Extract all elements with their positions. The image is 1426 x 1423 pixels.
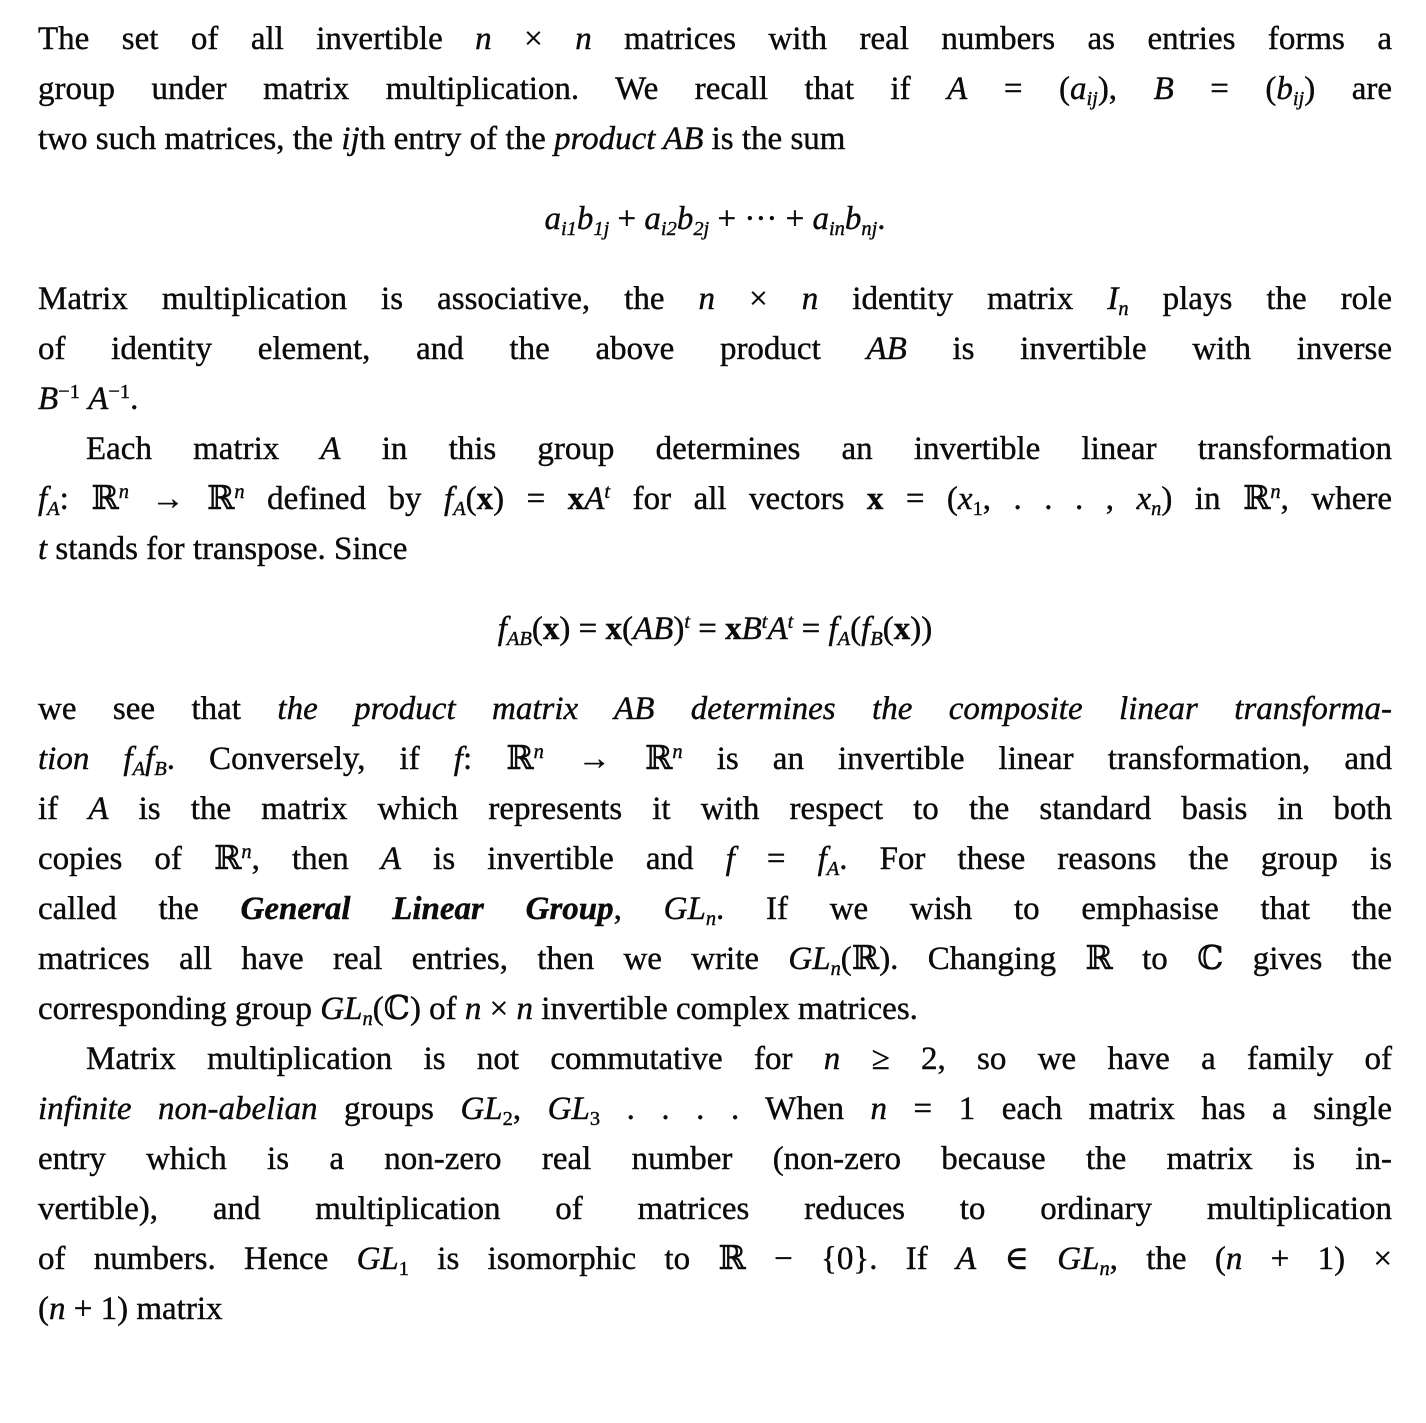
text-segment: = 1 each matrix has a single <box>887 1091 1392 1127</box>
text-segment: ( <box>465 481 477 517</box>
text-segment: tion <box>38 741 124 777</box>
text-segment: a <box>544 201 561 237</box>
text-segment: , then <box>251 841 381 877</box>
text-segment: f <box>828 611 838 647</box>
text-segment: ) in ℝ <box>1161 481 1271 517</box>
text-segment: ( <box>531 611 543 647</box>
text-segment: invertible complex matrices. <box>533 991 918 1027</box>
text-segment: A <box>453 498 466 521</box>
display-equation <box>38 604 1392 654</box>
text-segment: + ··· + <box>709 201 813 237</box>
text-segment: ) = <box>559 611 606 647</box>
text-line <box>38 114 1392 164</box>
text-segment: 2 <box>502 1108 513 1131</box>
text-segment: is the matrix which represents it with respect to the standard basis in both <box>108 791 1392 827</box>
text-segment: = <box>734 841 818 877</box>
text-segment: is invertible and <box>401 841 726 877</box>
text-segment: + 1) matrix <box>65 1291 223 1327</box>
text-segment: AB <box>632 611 674 647</box>
text-segment: b <box>844 201 862 237</box>
text-segment: : ℝ <box>462 741 534 777</box>
text-line <box>38 684 1392 734</box>
text-segment: I <box>1107 281 1119 317</box>
text-line <box>38 524 1392 574</box>
text-segment: n <box>698 281 716 317</box>
text-line <box>38 1034 1392 1084</box>
text-segment: n <box>1270 480 1281 503</box>
text-segment: is an invertible linear transformation, and <box>682 741 1392 777</box>
text-segment: t <box>787 610 794 633</box>
text-segment: n <box>1118 298 1129 321</box>
text-segment: (ℂ) of <box>372 991 465 1027</box>
text-segment: stands for transpose. Since <box>47 531 408 567</box>
text-segment: −1 <box>58 380 80 403</box>
text-line <box>38 884 1392 934</box>
text-segment: th entry of the <box>359 121 554 157</box>
text-segment: n <box>705 908 717 931</box>
text-segment: x <box>605 611 622 647</box>
text-segment: ) <box>673 611 685 647</box>
text-segment: , . . . , <box>982 481 1137 517</box>
text-segment: n <box>464 991 482 1027</box>
text-segment: n <box>801 281 819 317</box>
text-segment: x <box>957 481 973 517</box>
text-segment: group under matrix multiplication. We recall that if <box>38 71 948 107</box>
text-segment: × <box>481 991 517 1027</box>
text-segment: × <box>715 281 802 317</box>
text-segment: . . . . When <box>600 1091 871 1127</box>
text-segment: called the <box>38 891 241 927</box>
text-segment: A <box>956 1241 977 1277</box>
text-segment: , where <box>1280 481 1392 517</box>
text-segment: n <box>516 991 534 1027</box>
text-segment: = ( <box>1173 71 1277 107</box>
text-line <box>38 64 1392 114</box>
text-line <box>38 784 1392 834</box>
text-segment: ( <box>882 611 894 647</box>
display-equation <box>38 194 1392 244</box>
text-segment: entry which is a non-zero real number (non-zero because the matrix is in- <box>38 1141 1392 1177</box>
text-segment: The set of all invertible <box>38 21 476 57</box>
text-segment: . Conversely, if <box>166 741 454 777</box>
text-segment: f <box>725 841 735 877</box>
text-segment: )) <box>910 611 933 647</box>
text-segment: General Linear Group <box>240 891 614 927</box>
text-segment: t <box>604 480 611 503</box>
text-segment: n <box>1225 1241 1243 1277</box>
text-segment: copies of ℝ <box>38 841 242 877</box>
text-segment: . <box>877 201 886 237</box>
text-line <box>38 984 1392 1034</box>
text-segment: a <box>812 201 829 237</box>
text-line <box>38 934 1392 984</box>
text-segment: GL <box>1057 1241 1100 1277</box>
text-segment: i1 <box>560 218 577 241</box>
text-segment: ≥ 2, so we have a family of <box>840 1041 1392 1077</box>
text-segment: 2j <box>693 218 710 241</box>
text-segment: x <box>1136 481 1152 517</box>
text-segment: n <box>823 1041 841 1077</box>
text-segment: A <box>47 498 60 521</box>
text-segment: f <box>145 741 155 777</box>
text-segment: a <box>1069 71 1087 107</box>
text-segment: GL <box>663 891 706 927</box>
text-line <box>38 1084 1392 1134</box>
text-segment: n <box>475 21 492 57</box>
text-line <box>38 1184 1392 1234</box>
text-segment: groups <box>317 1091 461 1127</box>
text-segment <box>80 381 88 417</box>
text-segment: t <box>38 531 48 567</box>
text-segment: ∈ <box>976 1241 1058 1277</box>
text-segment: identity matrix <box>818 281 1108 317</box>
text-segment: f <box>861 611 871 647</box>
text-line <box>38 1134 1392 1184</box>
text-segment: defined by <box>244 481 445 517</box>
text-segment: f <box>123 741 133 777</box>
text-line <box>38 324 1392 374</box>
text-segment: a <box>644 201 661 237</box>
text-segment: A <box>837 628 851 651</box>
text-segment: = ( <box>967 71 1070 107</box>
text-segment: B <box>870 628 883 651</box>
text-segment: b <box>576 201 594 237</box>
text-segment: vertible), and multiplication of matrices reduces to ordinary multiplication <box>38 1191 1392 1227</box>
text-segment: f <box>444 481 454 517</box>
text-segment: n <box>575 21 592 57</box>
text-segment: B <box>38 381 59 417</box>
text-segment: 1j <box>593 218 610 241</box>
text-segment: 1 <box>398 1258 409 1281</box>
text-segment: x <box>893 611 911 647</box>
text-segment: , the ( <box>1109 1241 1226 1277</box>
text-segment: : ℝ <box>59 481 119 517</box>
text-segment: × <box>491 21 576 57</box>
text-line <box>38 734 1392 784</box>
text-segment: 1 <box>972 498 983 521</box>
text-segment: ( <box>621 611 633 647</box>
text-segment: n <box>1151 498 1162 521</box>
text-segment: matrices all have real entries, then we write <box>38 941 789 977</box>
text-line <box>38 474 1392 524</box>
text-line <box>38 1284 1392 1334</box>
text-segment: ), <box>1097 71 1154 107</box>
text-segment: f <box>38 481 48 517</box>
text-segment: B <box>1153 71 1174 107</box>
text-segment: A <box>826 858 840 881</box>
text-segment: t <box>761 610 768 633</box>
text-segment: A <box>320 431 341 467</box>
text-segment: i2 <box>660 218 677 241</box>
text-segment: x <box>542 611 560 647</box>
text-line <box>38 274 1392 324</box>
text-segment: . For these reasons the group is <box>839 841 1392 877</box>
text-segment: B <box>154 758 167 781</box>
text-segment: A <box>947 71 968 107</box>
text-segment: A <box>88 381 109 417</box>
text-segment: ( <box>38 1291 49 1327</box>
text-segment: f <box>453 741 463 777</box>
text-segment: n <box>1099 1258 1110 1281</box>
text-segment: n <box>362 1008 373 1031</box>
text-segment: we see that <box>38 691 278 727</box>
text-segment: AB <box>506 628 532 651</box>
text-segment: AB <box>866 331 907 367</box>
text-segment: n <box>118 480 129 503</box>
text-segment: GL <box>460 1091 503 1127</box>
text-segment: A <box>88 791 109 827</box>
text-segment: corresponding group <box>38 991 321 1027</box>
text-segment: x <box>725 611 742 647</box>
text-segment: Matrix multiplication is associative, the <box>38 281 699 317</box>
text-segment: A <box>132 758 146 781</box>
text-segment: n <box>672 740 683 763</box>
text-segment: product AB <box>553 121 704 157</box>
text-segment: f <box>497 611 507 647</box>
text-segment: = <box>793 611 829 647</box>
text-segment: n <box>830 958 841 981</box>
text-segment: GL <box>356 1241 399 1277</box>
text-segment: if <box>38 791 89 827</box>
text-segment: −1 <box>108 380 131 403</box>
text-segment: b <box>1276 71 1293 107</box>
text-segment: in this group determines an invertible linear transformation <box>340 431 1392 467</box>
text-segment: Matrix multiplication is not commutative for <box>86 1041 824 1077</box>
text-line <box>38 14 1392 64</box>
text-segment: → ℝ <box>128 481 235 517</box>
text-segment: ) are <box>1304 71 1392 107</box>
text-segment: ( <box>850 611 862 647</box>
text-segment: n <box>241 840 252 863</box>
text-segment: B <box>741 611 762 647</box>
text-segment: A <box>380 841 402 877</box>
text-segment: is the sum <box>703 121 846 157</box>
text-segment: n <box>870 1091 888 1127</box>
text-segment: (ℝ). Changing ℝ to ℂ gives the <box>840 941 1393 977</box>
text-segment: = <box>690 611 726 647</box>
text-segment: , <box>512 1091 548 1127</box>
text-segment: ij <box>1292 88 1305 111</box>
text-segment: A <box>767 611 788 647</box>
text-segment: + <box>609 201 645 237</box>
text-segment: b <box>676 201 694 237</box>
text-segment: of identity element, and the above product <box>38 331 867 367</box>
text-segment: . If we wish to emphasise that the <box>716 891 1393 927</box>
text-segment: ij <box>341 121 360 157</box>
text-line <box>38 834 1392 884</box>
text-segment: GL <box>320 991 363 1027</box>
page-content <box>38 14 1392 1334</box>
text-segment: x <box>866 481 884 517</box>
text-segment: of numbers. Hence <box>38 1241 357 1277</box>
text-segment: two such matrices, the <box>38 121 342 157</box>
text-segment: nj <box>861 218 878 241</box>
text-segment: n <box>49 1291 66 1327</box>
text-segment: A <box>584 481 605 517</box>
text-segment: the product matrix AB determines the composite linear transforma- <box>277 691 1392 727</box>
text-segment: plays the role <box>1128 281 1392 317</box>
text-segment: ) = <box>493 481 568 517</box>
text-segment: x <box>567 481 585 517</box>
text-line <box>38 424 1392 474</box>
text-segment: = ( <box>883 481 958 517</box>
text-segment: t <box>684 610 690 633</box>
text-segment: for all vectors <box>610 481 867 517</box>
text-line <box>38 1234 1392 1284</box>
text-segment: infinite non-abelian <box>38 1091 318 1127</box>
text-segment: . <box>130 381 139 417</box>
text-segment: Each matrix <box>86 431 321 467</box>
text-segment: + 1) × <box>1242 1241 1392 1277</box>
text-segment: matrices with real numbers as entries forms a <box>591 21 1392 57</box>
text-segment: n <box>234 480 245 503</box>
text-segment: , <box>613 891 664 927</box>
text-segment: n <box>533 740 544 763</box>
text-segment: in <box>828 218 845 241</box>
text-segment: f <box>817 841 827 877</box>
text-segment: is isomorphic to ℝ − {0}. If <box>408 1241 957 1277</box>
text-segment: GL <box>788 941 831 977</box>
text-segment: ij <box>1086 88 1098 111</box>
text-segment: 3 <box>589 1108 601 1131</box>
text-segment: GL <box>547 1091 590 1127</box>
text-segment: → ℝ <box>543 741 673 777</box>
text-line <box>38 374 1392 424</box>
text-segment: x <box>476 481 494 517</box>
text-segment: is invertible with inverse <box>906 331 1392 367</box>
